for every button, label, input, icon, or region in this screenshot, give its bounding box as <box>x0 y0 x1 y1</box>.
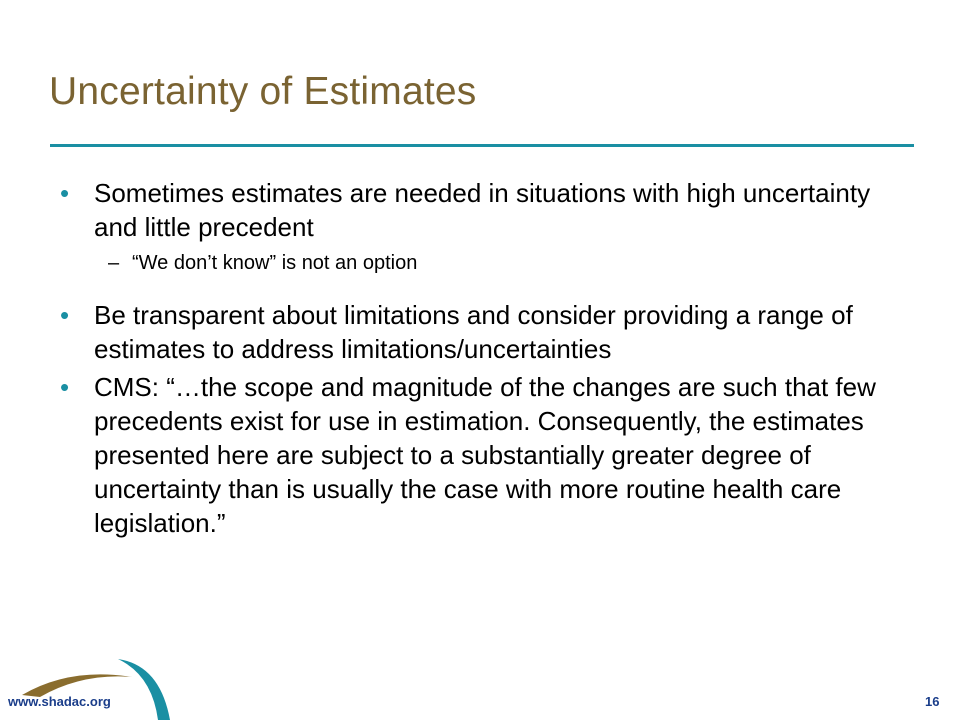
bullet-text: Be transparent about limitations and consider providing a range of estimates to address limitations/uncertainties <box>94 300 853 364</box>
footer-url[interactable]: www.shadac.org <box>8 694 111 709</box>
bullet-item <box>60 370 920 540</box>
bullet-text: CMS: “…the scope and magnitude of the changes are such that few precedents exist for use in estimation. Consequently, the estimates presented here are subject to a substantially greater degree of uncertainty than is usually the case with more routine health care legislation.” <box>94 372 876 538</box>
sub-bullet-text: “We don’t know” is not an option <box>132 252 418 274</box>
bullet-marker: • <box>60 372 70 402</box>
shadac-logo <box>0 655 175 720</box>
bullet-item <box>60 176 920 244</box>
bullet-item <box>60 298 920 366</box>
page-number: 16 <box>925 694 940 709</box>
slide-title: Uncertainty of Estimates <box>49 70 477 113</box>
slide-body <box>60 176 920 540</box>
bullet-marker: • <box>60 178 70 208</box>
bullet-text: Sometimes estimates are needed in situations with high uncertainty and little precedent <box>94 178 871 242</box>
logo-teal-arc <box>118 659 170 720</box>
sub-bullet-marker: – <box>108 252 120 274</box>
sub-bullet-item <box>60 250 920 276</box>
title-divider <box>50 144 914 147</box>
bullet-marker: • <box>60 300 70 330</box>
